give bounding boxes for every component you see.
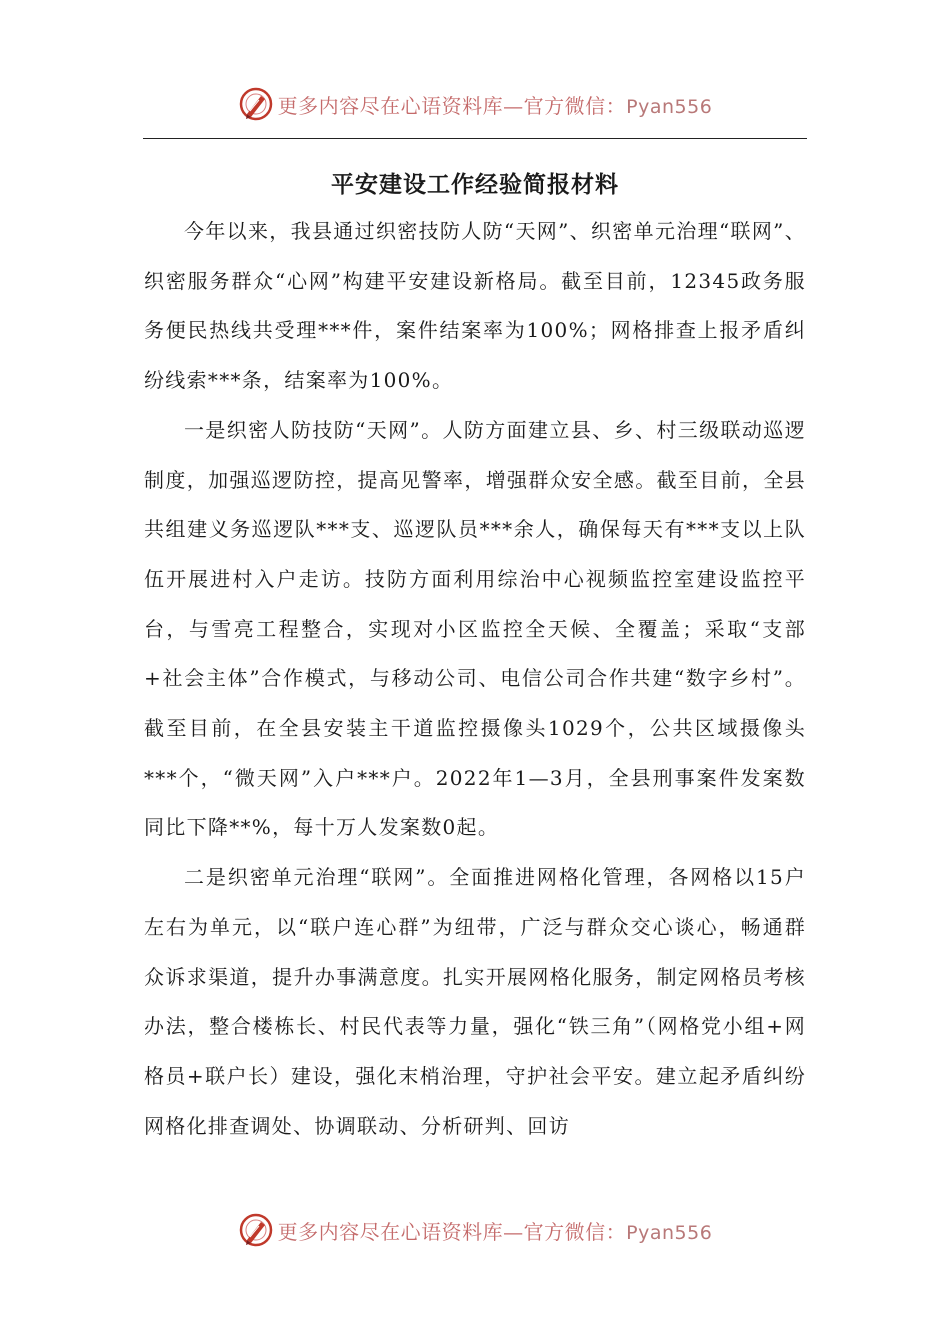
header-divider bbox=[143, 138, 807, 139]
header-banner bbox=[0, 84, 950, 124]
paragraph-lianwang: 二是织密单元治理“联网”。全面推进网格化管理，各网格以15户左右为单元，以“联户连心群”为纽带，广泛与群众交心谈心，畅通群众诉求渠道，提升办事满意度。扎实开展网格化服务，制定网格员考核办法，整合楼栋长、村民代表等力量，强化“铁三角”（网格党小组+网格员+联户长）建设，强化末梢治理，守护社会平安。建立起矛盾纠纷网格化排查调处、协调联动、分析研判、回访 bbox=[144, 865, 806, 1138]
pen-nib-logo-icon bbox=[238, 1212, 274, 1248]
footer-banner-text bbox=[278, 1216, 713, 1245]
paragraph-tianwang: 一是织密人防技防“天网”。人防方面建立县、乡、村三级联动巡逻制度，加强巡逻防控，提高见警率，增强群众安全感。截至目前，全县共组建义务巡逻队***支、巡逻队员***余人，确保每天有***支以上队伍开展进村入户走访。技防方面利用综治中心视频监控室建设监控平台，与雪亮工程整合，实现对小区监控全天候、全覆盖；采取“支部+社会主体”合作模式，与移动公司、电信公司合作共建“数字乡村”。截至目前，在全县安装主干道监控摄像头1029个，公共区域摄像头***个，“微天网”入户***户。2022年1—3月，全县刑事案件发案数同比下降**%，每十万人发案数0起。 bbox=[144, 417, 806, 840]
pen-nib-logo-icon bbox=[238, 86, 274, 122]
document-title: 平安建设工作经验简报材料 bbox=[331, 171, 619, 198]
header-banner-label: 更多内容尽在心语资料库—官方微信： bbox=[277, 93, 627, 118]
document-body bbox=[144, 207, 806, 1151]
paragraph-intro: 今年以来，我县通过织密技防人防“天网”、织密单元治理“联网”、织密服务群众“心网”构建平安建设新格局。截至目前，12345政务服务便民热线共受理***件，案件结案率为100%；网格排查上报矛盾纠纷线索***条，结案率为100%。 bbox=[144, 219, 806, 393]
footer-banner-label: 更多内容尽在心语资料库—官方微信： bbox=[277, 1219, 627, 1244]
footer-banner bbox=[0, 1210, 950, 1250]
header-wechat-id: Pyan556 bbox=[626, 95, 713, 118]
header-banner-text bbox=[278, 90, 713, 119]
footer-wechat-id: Pyan556 bbox=[626, 1221, 713, 1244]
